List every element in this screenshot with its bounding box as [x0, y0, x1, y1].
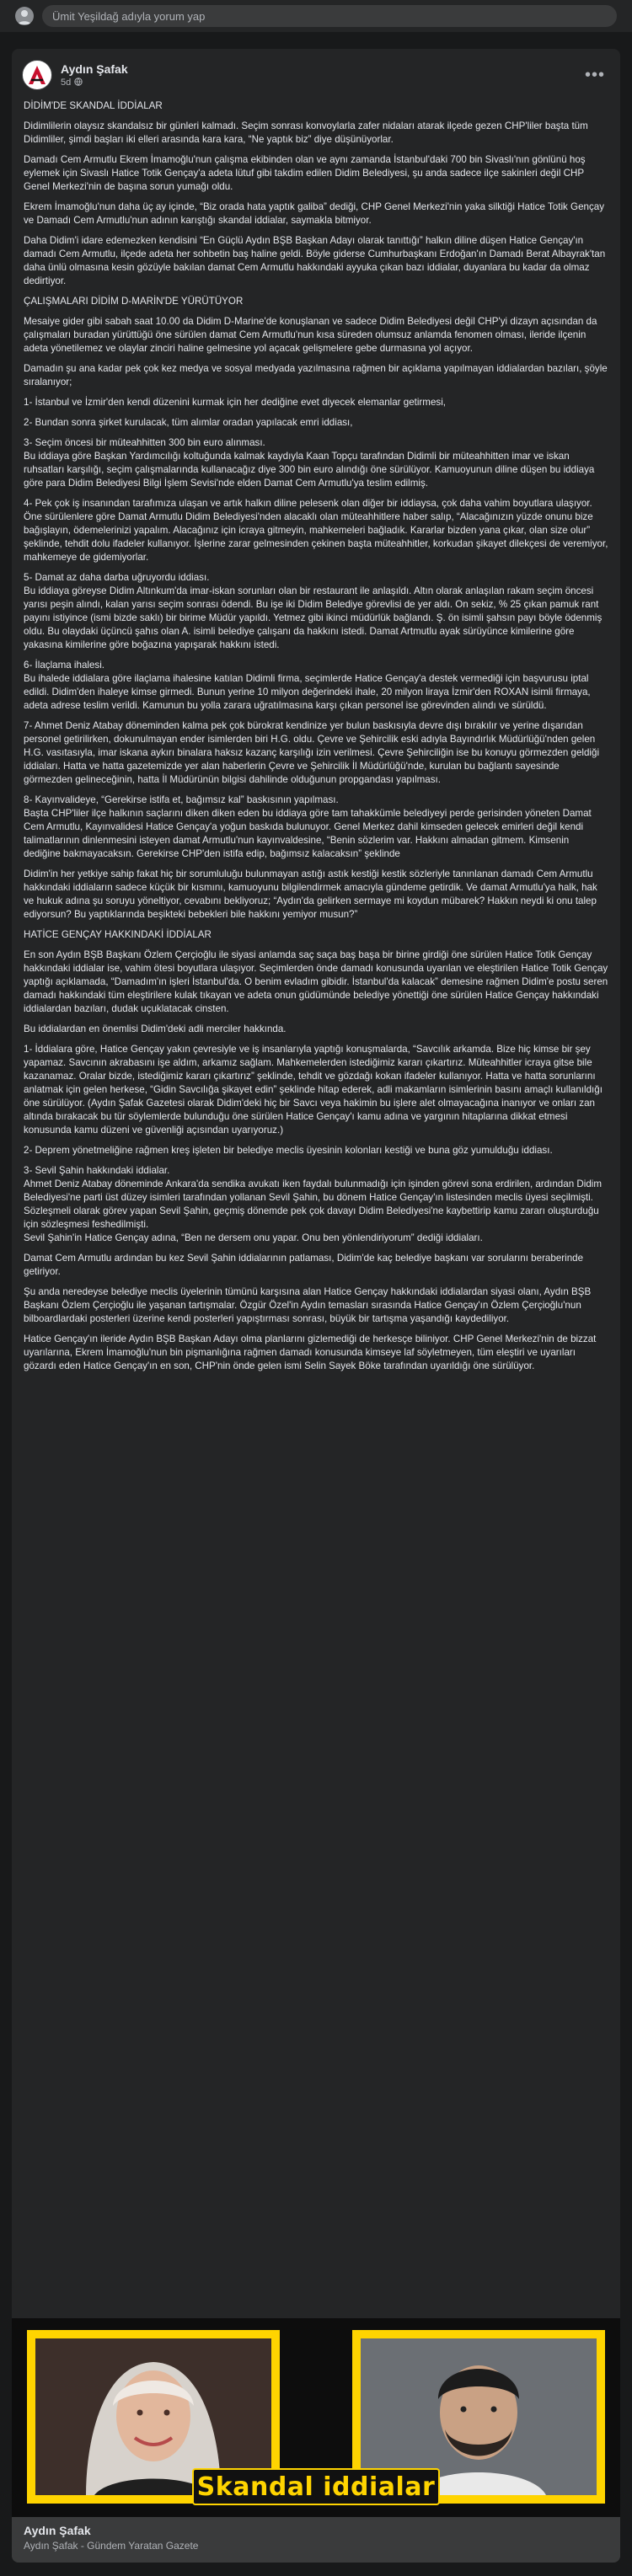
post-paragraph: 5- Damat az daha darba uğruyordu iddiası. Bu iddiaya göreyse Didim Altınkum'da imar-iskan sorunları olan bir restaurant ile anlaşıldı. Altın olarak anlaşılan rakam seçim öncesi yarısı peşin alındı, kalan yarısı seçim sonrası ödendi. Bu işe iki Didim Belediye görevlisi de yer aldı. On sekiz, % 25 çıkan pamuk rant payını istiyince (ismi bizde saklı) bir birime Müdür yapıldı. Yetmez gibi ikinci müdürlük bağlandı. Ş. ön isimli şahsın payı böyle ödenmiş oldu. Bu olaydaki üçüncü şahıs olan A. isimli belediye çalışanı da hakkını istedi. Damat Artmutlu ayak sürüyünce kimilerine göre yakasına kimilerine göre boğazına yapışarak hakkını istedi.: [24, 572, 603, 650]
post-paragraph: 4- Pek çok iş insanından tarafımıza ulaşan ve artık halkın diline pelesenk olan diğer bir iddiaysa, çok daha vahim boyutlara ulaşıyor. Öne sürülenlere göre Damat Armutlu Didim Belediyesi'nden alacaklı olan müteahhitlere haber salıp, “Alacağınızın yüzde onunu bize bağışlayın, ödemelerinizi yapalım. Alacağınız için icraya gitmeyin, mahkemeleri bağladık. Kararlar bizden yana çıkar, olan size olur” şeklinde, tehdit dolu ifadeler kullanıyor. İşlerine zarar gelmesinden çekinen başta müteahhitler, korkudan şikayet dilekçesi de veremiyor, mahkemeye de gidemiyorlar.: [24, 498, 608, 563]
facebook-post: [12, 49, 620, 2563]
more-options-icon[interactable]: •••: [584, 65, 605, 84]
link-preview[interactable]: [12, 2517, 620, 2563]
post-paragraph: Didim'in her yetkiye sahip fakat hiç bir sorumluluğu bulunmayan astığı astık kestiği kestik sözleriyle tanınlanan damadı Cem Armutlu hakkındaki iddiaların sadece küçük bir kısmını, kamuoyunu bilgilendirmek amacıyla gündeme getirdik. Ve damat Armutlu'ya halk, hak ve hukuk adına şu soruyu yöneltiyor, cevabını bekliyoruz; “Aydın'da gelirken sermaye mi koydun mübarek? Hakkın neydi ki onu talep ediyorsun? Bu yaptıklarında beşikteki bebekleri bile hakkını yemiyor musun?”: [24, 868, 597, 920]
link-preview-title: Aydın Şafak: [24, 2524, 91, 2537]
post-paragraph: En son Aydın BŞB Başkanı Özlem Çerçioğlu ile siyasi anlamda saç saça baş başa bir birine girdiği öne sürülen Hatice Totik Gençay hakkındaki iddialar ise, vahim ötesi boyutlara ulaşıyor. Seçimlerden önde damadı konusunda uyarılan ve eleştirilen Hatice Totik Gençay yaptığı açıklamada, “Damadım'ın işleri İstanbul'da. O benim evladım gibidir. İstanbul'da kalacak” demesine rağmen Didim'e postu seren damadı hakkındaki tüm eleştirilere kulak tıkayan ve adeta onun güdümünde belediye yönettiği öne sürülen Hatice Gençay hakkındaki iddialardan bazıları, dudak uçuklatacak cinsten.: [24, 949, 608, 1014]
post-author[interactable]: Aydın Şafak: [61, 61, 128, 76]
post-paragraph: Mesaiye gider gibi sabah saat 10.00 da Didim D-Marine'de konuşlanan ve sadece Didim Belediyesi değil CHP'yi dizayn açısından da çalışmaları buradan yürüttüğü öne sürülen damat Cem Armutlu'nun kısa süreden olumsuz anlamda fenomen olması, ileride ilçenin adeta yönetilemez ve olaylar zinciri haline gelmesine yol açacak gelişmelere gebe durmasına yol açıyor.: [24, 316, 597, 354]
post-paragraph: 3- Sevil Şahin hakkındaki iddialar. Ahmet Deniz Atabay döneminde Ankara'da sendika avukatı iken faydalı bulunmadığı için işinden görevi sona erdirilen, ardından Didim Belediyesi'ne parti üst düzey isimleri tarafından yollanan Sevil Şahin, bu dönem Hatice Gençay'ın listesinden meclis üyesi seçilmişti. Sözleşmeli olarak görev yapan Sevil Şahin, geçmiş dönemde pek çok davayı Didim Belediyesi'ne kaybettirip kamu zararı oluşturduğu için sözleşmesi feshedilmişti. Sevil Şahin'in Hatice Gençay adına, “Ben ne dersem onu yapar. Onu ben yönlendiriyorum” dediği iddiaları.: [24, 1165, 603, 1243]
post-paragraph: 2- Bundan sonra şirket kurulacak, tüm alımlar oradan yapılacak emri iddiası,: [24, 417, 353, 428]
post-paragraph: 2- Deprem yönetmeliğine rağmen kreş işleten bir belediye meclis üyesinin kolonları kestiği ve buna göz yumulduğu iddiası.: [24, 1145, 553, 1156]
post-paragraph: Didimlilerin olaysız skandalsız bir günleri kalmadı. Seçim sonrası konvoylarla zafer nidaları atarak ilçede gezen CHP'liler başta tüm Didimliler, şimdi başları iki elleri arasında kara kara, “Ne yaptık biz” diye düşünüyorlar.: [24, 120, 588, 145]
globe-icon: [74, 77, 83, 88]
post-paragraph: Hatice Gençay'ın ileride Aydın BŞB Başkan Adayı olma planlarını gizlemediği de herkesçe biliniyor. CHP Genel Merkezi'nin de bizzat uyarılarına, Ekrem İmamoğlu'nun bin pişmanlığına rağmen damadı konusunda kimseye laf söyletmeyen, tüm eleştiri ve uyarıları gözardı eden Hatice Gençay'ın en son, CHP'nin önde gelen ismi Selin Sayek Böke tarafından uyarıldığı öne sürülüyor.: [24, 1333, 597, 1371]
post-paragraph: 8- Kayınvalideye, “Gerekirse istifa et, bağımsız kal” baskısının yapılması. Başta CHP'liler ilçe halkının saçlarını diken diken eden bu iddiaya göre tam tahakkümle belediyeyi perde gerisinden yöneten Damat Cem Armutlu, Kayınvalidesi Hatice Gençay'a yoğun baskıda bulunuyor. Genel Merkez dahil kimseden gelecek emirleri değil kendi talimatlarının dinlenmesini isteyen damat Armutlu'nun kayınvaldesine, “Benin sözlerim var. Hakkını almadan gitmem. Kimsenin dediğine bakmayacaksın. Gerekirse CHP'den istifa edip, bağımsız kalacaksın” şeklinde: [24, 794, 592, 859]
post-paragraph: Bu iddialardan en önemlisi Didim'deki adli merciler hakkında.: [24, 1023, 287, 1034]
post-paragraph: Damadı Cem Armutlu Ekrem İmamoğlu'nun çalışma ekibinden olan ve aynı zamanda İstanbul'daki 700 bin Sivaslı'nın gönlünü hoş eylemek için Sivaslı Hatice Totik Gençay'a adeta lütuf gibi takdim edilen Didim Belediyesi, şu anda sadece ilçe sakinleri değil CHP Genel Merkezi'nin de başına sorun yumağı oldu.: [24, 154, 586, 192]
post-paragraph: Daha Didim'i idare edemezken kendisini “En Güçlü Aydın BŞB Başkan Adayı olarak tanıttığı” halkın diline düşen Hatice Gençay'ın damadı Cem Armutlu, ilçede adeta her sohbetin baş haline geldi. Böyle giderse Cumhurbaşkanı Erdoğan'ın Damadı Berat Albayrak'tan daha ünlü olmasına kesin gözüyle bakılan damat Cem Armutlu hakkındaki ayyuka çıkan bazı iddialar, duyanlara bu kadar da olmaz dedirtiyor.: [24, 235, 606, 286]
comment-input[interactable]: Ümit Yeşildağ adıyla yorum yap: [42, 5, 617, 27]
post-timestamp[interactable]: 5d: [61, 77, 72, 88]
post-paragraph: 7- Ahmet Deniz Atabay döneminden kalma pek çok bürokrat kendinize yer bulun baskısıyla devre dışı bırakılır ve yerine dışarıdan personel getirilirken, dokunulmayan ender isimlerden biri H.G. oldu. Çevre ve Şehircilik eski adıyla Bayındırlık Müdürlüğü'nden gelen H.G. vasıtasıyla, imar iskana aykırı binalara haksız kazanç karşılığı izin verilmesi. Çevre Şehirciliğin ise bu konuyu görmezden geldiği iddiaları. Hatta ve hatta gazetemizde yer alan haberlerin Çevre ve Şehircilik İl Müdürlüğü'nde, kurulan bu bağlantı sayesinde görmezden gelineceğinin, hatta İl Müdürünün bilgisi dahilinde olduğunun propgandası yapılması.: [24, 720, 600, 785]
post-paragraph: Damadın şu ana kadar pek çok kez medya ve sosyal medyada yazılmasına rağmen bir açıklama yapılmayan iddialardan bazıları, şöyle sıralanıyor;: [24, 363, 608, 387]
post-paragraph: Damat Cem Armutlu ardından bu kez Sevil Şahin iddialarının patlaması, Didim'de kaç belediye başkanı var sorularını beraberinde getiriyor.: [24, 1253, 584, 1277]
post-paragraph: 1- İstanbul ve İzmir'den kendi düzenini kurmak için her dediğine evet diyecek elemanlar getirmesi,: [24, 397, 446, 408]
post-paragraph: Şu anda neredeyse belediye meclis üyelerinin tümünü karşısına alan Hatice Gençay hakkındaki iddialardan siyasi olanı, Aydın BŞB Başkanı Özlem Çerçioğlu ile yaşanan tartışmalar. Özgür Özel'in Aydın temasları sırasında Hatice Gençay'ın Özlem Çerçioğlu'nun bilboardlardaki posterleri üzerine kendi posterleri yapıştırması sonrası, büyük bir tartışma yaşandığı kaydediliyor.: [24, 1286, 592, 1324]
post-paragraph: DİDİM'DE SKANDAL İDDİALAR: [24, 100, 163, 111]
post-image[interactable]: [12, 2318, 620, 2517]
post-paragraph: ÇALIŞMALARI DİDİM D-MARİN'DE YÜRÜTÜYOR: [24, 296, 244, 307]
page-logo[interactable]: [22, 60, 52, 90]
post-header: [12, 49, 620, 96]
post-time: [61, 77, 128, 88]
user-avatar[interactable]: [15, 7, 34, 25]
post-paragraph: 1- İddialara göre, Hatice Gençay yakın çevresiyle ve iş insanlarıyla yaptığı konuşmalarda, “Savcılık arkamda. Bize hiç kimse bir şey yapamaz. Savcının akrabasını işe aldım, arkamız sağlam. Mahkemelerden istediğimiz kararı çıkartırız. Müteahhitler icraya gitse bile kazanamaz. Oralar bizde, istediğimiz kararı çıkartırız” şeklinde, tehdit ve gözdağı kokan ifadeler kullanıyor. Hatta ve hatta sorunlarını anlatmak için gelen herkese, “Gidin Savcılığa şikayet edin” şeklinde hitap ederek, adli makamların isimlerinin basını amaçlı kullanıldığı öne sürülüyor. (Aydın Şafak Gazetesi olarak Didim'deki hiç bir Savcı veya hakimin bu işlere alet olmayacağına inanıyor ve onları zan altında bırakacak bu tür söylemlerde bulunduğu öne sürülen Hatice Gençay'ı kamu adına ve yargının hitaplarına dikkat etmesi konusunda kamu düzeni ve güvenliği açısından uyarıyoruz.): [24, 1044, 603, 1136]
post-text: [12, 96, 620, 1373]
image-banner-text: Skandal iddialar: [192, 2468, 440, 2505]
post-paragraph: Ekrem İmamoğlu'nun daha üç ay içinde, “Biz orada hata yaptık galiba” dediği, CHP Genel Merkezi'nin yaka silktiği Hatice Totik Gençay ve Damadı Cem Armutlu'nun adının karıştığı skandal iddialar, saymakla bitmiyor.: [24, 201, 605, 226]
comment-composer: [0, 0, 632, 32]
link-preview-subtitle: Aydın Şafak - Gündem Yaratan Gazete: [24, 2540, 199, 2552]
post-paragraph: HATİCE GENÇAY HAKKINDAKİ İDDİALAR: [24, 929, 212, 940]
post-paragraph: 6- İlaçlama ihalesi. Bu ihalede iddialara göre ilaçlama ihalesine katılan Didimli firma, seçimlerde Hatice Gençay'a destek vermediği için başvurusu iptal edildi. Didim'den ihaleye kimse girmedi. Bunun yerine 10 milyon değerindeki ihale, 20 milyon liraya İzmir'den ROXAN isimli firmaya, adeta adrese teslim verildi. Kamunun bu yolla zarara uğratılmasına karşı çıkan personel ise görevinden alındı ve sürüldü.: [24, 660, 591, 711]
post-paragraph: 3- Seçim öncesi bir müteahhitten 300 bin euro alınması. Bu iddiaya göre Başkan Yardımcılığı koltuğunda kalmak kaydıyla Kaan Topçu tarafından Didimli bir müteahhitten imar ve iskan ruhsatları karşılığı, seçim çalışmalarında kullanacağız diye 300 bin euro alındığı öne sürülüyor. Kamuoyunun diline düşen bu iddiaya göre para Didim Belediyesi Bilgi İşlem Sevisi'nde elden Damat Cem Armutlu'ya teslim edilmiş.: [24, 437, 595, 489]
